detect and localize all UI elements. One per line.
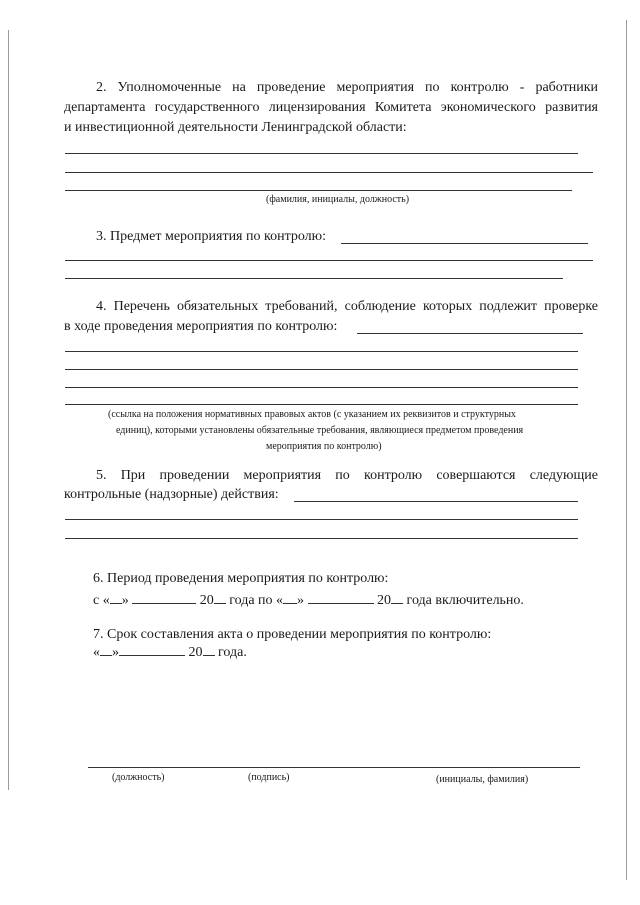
item3-blank-line-2	[65, 278, 563, 279]
item6-from-year-blank	[214, 590, 226, 604]
item2-blank-line-2	[65, 172, 593, 173]
scan-edge-right	[626, 20, 627, 880]
item5-line2: контрольные (надзорные) действия:	[64, 487, 279, 502]
item4-caption-line2: единиц), которыми установлены обязательные требования, являющиеся предметом проведения	[116, 425, 524, 436]
item6-to-text: года по «	[229, 593, 284, 608]
item7-label: 7. Срок составления акта о проведении мероприятия по контролю:	[93, 627, 492, 642]
item4-line2: в ходе проведения мероприятия по контролю:	[64, 319, 338, 334]
item4-caption-line1: (ссылка на положения нормативных правовых актов (с указанием их реквизитов и структурных	[108, 409, 516, 420]
item4-blank-line-2	[65, 369, 578, 370]
item2-line2: департамента государственного лицензирования Комитета экономического развития	[64, 100, 598, 115]
item6-from-prefix: с «	[93, 593, 110, 608]
item2-caption: (фамилия, инициалы, должность)	[266, 194, 410, 205]
item4-caption-line3: мероприятия по контролю)	[266, 441, 382, 452]
item2-line1: 2. Уполномоченные на проведение мероприятия по контролю - работники	[96, 80, 598, 95]
item7-quote-open: «	[93, 645, 100, 660]
signature-position-caption: (должность)	[112, 772, 165, 783]
scan-edge-left	[8, 30, 9, 790]
item6-label: 6. Период проведения мероприятия по контролю:	[93, 571, 389, 586]
item6-inclusive: года включительно.	[406, 593, 524, 608]
item6-period-row	[93, 590, 524, 610]
item5-blank-line-1	[65, 519, 578, 520]
item5-blank-line-inline	[294, 501, 578, 502]
item6-from-day-blank	[110, 590, 122, 604]
item5-blank-line-2	[65, 538, 578, 539]
item5-line1: 5. При проведении мероприятия по контролю совершаются следующие	[96, 468, 598, 483]
item6-to-day-blank	[283, 590, 297, 604]
item6-from-month-blank	[132, 590, 196, 604]
item6-from-quote-close: »	[121, 593, 129, 608]
item7-quote-close: »	[112, 645, 119, 660]
item3-blank-line-inline	[341, 243, 588, 244]
item7-date-row	[93, 642, 247, 662]
item3-label: 3. Предмет мероприятия по контролю:	[96, 229, 327, 244]
item7-day-blank	[100, 642, 112, 656]
item4-blank-line-4	[65, 404, 578, 405]
item2-blank-line-1	[65, 153, 578, 154]
item6-to-quote-close: »	[297, 593, 305, 608]
item4-blank-line-inline	[357, 333, 583, 334]
item4-blank-line-3	[65, 387, 578, 388]
item4-line1: 4. Перечень обязательных требований, соблюдение которых подлежит проверке	[96, 299, 598, 314]
item7-year-prefix: 20	[188, 645, 203, 660]
signature-sign-caption: (подпись)	[248, 772, 290, 783]
item4-blank-line-1	[65, 351, 578, 352]
item7-month-blank	[119, 642, 185, 656]
item7-year-blank	[203, 642, 215, 656]
item6-from-year-prefix: 20	[199, 593, 214, 608]
item2-blank-line-3	[65, 190, 572, 191]
item2-line3: и инвестиционной деятельности Ленинградской области:	[64, 120, 407, 135]
item6-to-month-blank	[308, 590, 374, 604]
signature-name-caption: (инициалы, фамилия)	[436, 774, 529, 785]
item6-to-year-prefix: 20	[377, 593, 392, 608]
signature-line	[88, 767, 580, 768]
item6-to-year-blank	[391, 590, 403, 604]
item7-suffix: года.	[218, 645, 247, 660]
item3-blank-line-1	[65, 260, 593, 261]
